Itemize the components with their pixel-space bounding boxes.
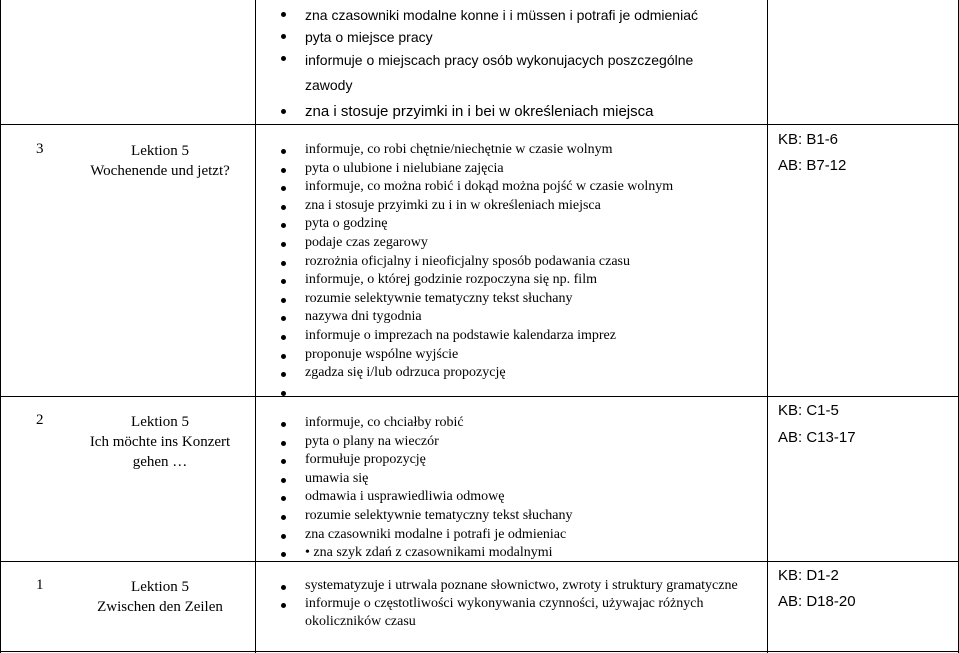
list-item: systematyzuje i utrwala poznane słownictwo, zwroty i struktury gramatyczne (280, 577, 745, 595)
row-number: 2 (36, 412, 44, 428)
list-item: umawia się (280, 470, 765, 489)
list-item: informuje o imprezach na podstawie kalendarza imprez (280, 327, 765, 346)
list-item: proponuje wspólne wyjście (280, 346, 765, 365)
row-divider (0, 124, 959, 125)
list-item: informuje, o której godzinie rozpoczyna się np. film (280, 271, 765, 290)
objectives-list (280, 4, 765, 123)
lesson-cell (70, 141, 250, 181)
list-item: informuje o miejscach pracy osób wykonujacych poszczególne zawody (280, 48, 715, 98)
ab-reference: AB: D18-20 (778, 593, 856, 610)
lesson-cell (70, 412, 250, 472)
list-item: pyta o godzinę (280, 215, 765, 234)
list-item: rozrożnia oficjalny i nieoficjalny sposób podawania czasu (280, 253, 765, 272)
lesson-title: Lektion 5 (131, 579, 189, 595)
objectives-list (280, 414, 765, 563)
list-item: zna czasowniki modalne i potrafi je odmieniac (280, 526, 765, 545)
list-item: rozumie selektywnie tematyczny tekst słuchany (280, 290, 765, 309)
list-item: pyta o ulubione i nielubiane zajęcia (280, 160, 765, 179)
row-number: 1 (36, 577, 44, 593)
list-item: informuje, co robi chętnie/niechętnie w czasie wolnym (280, 141, 765, 160)
lesson-subtitle: Wochenende und jetzt? (90, 163, 230, 179)
kb-reference: KB: C1-5 (778, 402, 839, 419)
column-divider (767, 0, 768, 653)
lesson-title: Lektion 5 (131, 143, 189, 159)
list-item: informuje o częstotliwości wykonywania czynności, używajac różnych okoliczników czasu (280, 595, 765, 631)
list-item: formułuje propozycję (280, 451, 765, 470)
lesson-title: Lektion 5 (131, 414, 189, 430)
list-item: • zna szyk zdań z czasownikami modalnymi (280, 544, 765, 563)
list-item: odmawia i usprawiedliwia odmowę (280, 488, 765, 507)
list-item (280, 383, 765, 402)
lesson-subtitle: Ich möchte ins Konzert gehen … (89, 434, 231, 470)
objectives-list (280, 141, 765, 401)
list-item: informuje, co chciałby robić (280, 414, 765, 433)
table-border-bottom (0, 651, 959, 652)
kb-reference: KB: B1-6 (778, 131, 839, 148)
list-item: pyta o plany na wieczór (280, 433, 765, 452)
kb-reference: KB: D1-2 (778, 567, 839, 584)
ab-reference: AB: B7-12 (778, 157, 847, 174)
list-item: zna i stosuje przyimki zu i in w określeniach miejsca (280, 197, 765, 216)
list-item: informuje, co można robić i dokąd można pojść w czasie wolnym (280, 178, 765, 197)
list-item: rozumie selektywnie tematyczny tekst słuchany (280, 507, 765, 526)
ab-reference: AB: C13-17 (778, 429, 856, 446)
lesson-subtitle: Zwischen den Zeilen (97, 599, 223, 615)
row-number: 3 (36, 141, 44, 157)
list-item: zna czasowniki modalne konne i i müssen i potrafi je odmieniać (280, 4, 765, 26)
list-item: zna i stosuje przyimki in i bei w określeniach miejsca (280, 101, 765, 123)
list-item: nazywa dni tygodnia (280, 308, 765, 327)
objectives-list (280, 577, 765, 631)
lesson-cell (70, 577, 250, 617)
list-item: zgadza się i/lub odrzuca propozycję (280, 364, 765, 383)
table-border-left (0, 0, 1, 653)
list-item: pyta o miejsce pracy (280, 26, 765, 48)
list-item: podaje czas zegarowy (280, 234, 765, 253)
column-divider (255, 0, 256, 653)
